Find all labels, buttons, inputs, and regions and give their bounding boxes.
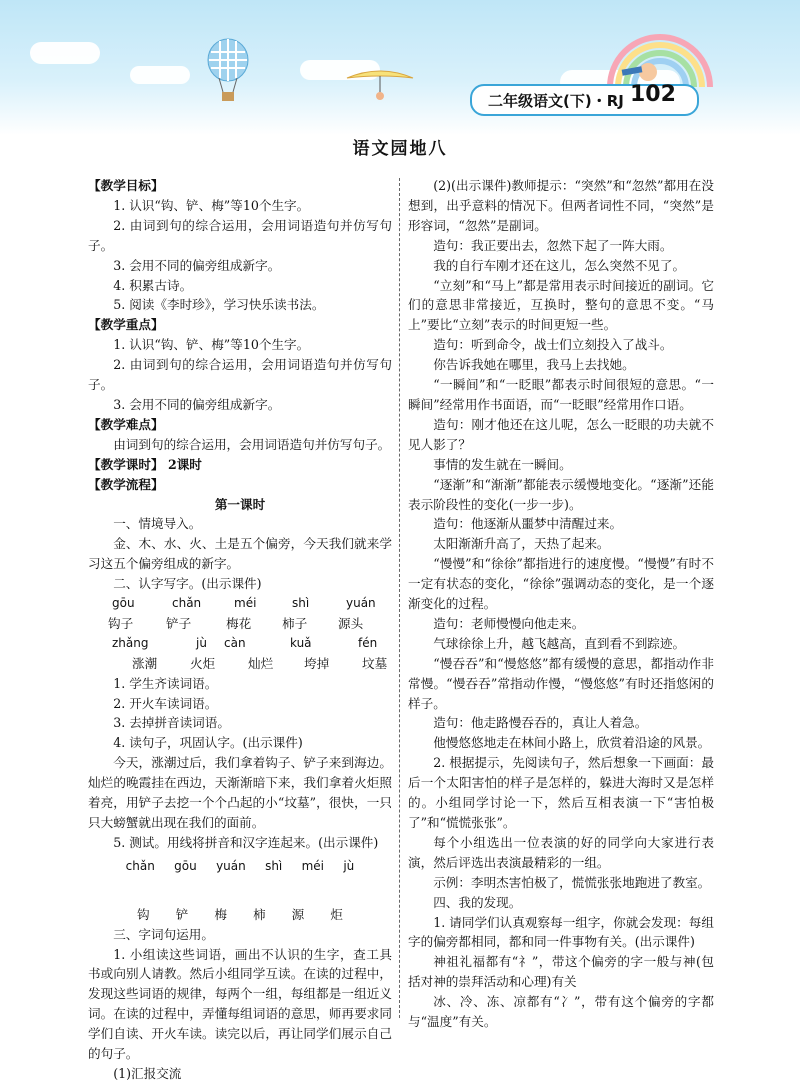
paragraph: “逐渐”和“渐渐”都能表示缓慢地变化。“逐渐”还能表示阶段性的变化(一步一步)。 bbox=[408, 476, 714, 512]
pinyin: méi bbox=[234, 596, 257, 611]
match-pinyin-row bbox=[88, 857, 392, 877]
section-title: 一、情境导入。 bbox=[113, 516, 202, 532]
goals-heading: 【教学目标】 bbox=[88, 178, 164, 193]
char: 源 bbox=[291, 906, 305, 922]
hot-air-balloon-icon bbox=[205, 38, 251, 104]
pinyin: chǎn bbox=[125, 858, 155, 873]
key-point-item: 1. 认识“钩、铲、梅”等10个生字。 bbox=[113, 337, 310, 353]
key-point-item: 3. 会用不同的偏旁组成新字。 bbox=[113, 396, 281, 412]
word: 涨潮 bbox=[132, 655, 158, 671]
word: 垮掉 bbox=[304, 655, 330, 671]
pinyin: yuán bbox=[216, 858, 246, 873]
pinyin: shì bbox=[265, 858, 283, 873]
example-sentence: 气球徐徐上升，越飞越高，直到看不到踪迹。 bbox=[433, 635, 686, 651]
step-item: 3. 去掉拼音读词语。 bbox=[113, 715, 230, 731]
char: 钩 bbox=[137, 906, 150, 922]
paragraph: 1. 请同学们认真观察每一组字，你就会发现：每组字的偏旁都相同，都和同一件事物有关。(出示课件) bbox=[408, 914, 714, 950]
example-sentence: 造句：他逐渐从噩梦中清醒过来。 bbox=[433, 516, 623, 532]
word: 铲子 bbox=[166, 615, 192, 631]
example-sentence: 事情的发生就在一瞬间。 bbox=[433, 456, 572, 472]
pinyin: méi bbox=[301, 858, 324, 873]
example-sentence: 你告诉我她在哪里，我马上去找她。 bbox=[433, 357, 635, 373]
goal-item: 5. 阅读《李时珍》，学习快乐读书法。 bbox=[113, 297, 325, 313]
lesson-title: 第一课时 bbox=[214, 496, 266, 512]
section-text: 金、木、水、火、土是五个偏旁，今天我们就来学习这五个偏旁组成的新字。 bbox=[88, 536, 392, 572]
grade-label: 二年级语文(下)・RJ bbox=[488, 91, 624, 110]
story-text: 今天，涨潮过后，我们拿着钩子、铲子来到海边。灿烂的晚霞挂在西边，天渐渐暗下来，我们拿着火炬照着亮，用铲子去挖一个个凸起的小“坟墓”，很快，一只只大螃蟹就出现在我们的面前。 bbox=[88, 755, 392, 830]
char: 梅 bbox=[214, 906, 227, 922]
key-point-item: 2. 由词到句的综合运用，会用词语造句并仿写句子。 bbox=[88, 357, 392, 393]
word: 柿子 bbox=[282, 615, 308, 631]
cloud-decoration bbox=[30, 42, 100, 64]
pinyin-row bbox=[88, 594, 392, 614]
goal-item: 1. 认识“钩、铲、梅”等10个生字。 bbox=[113, 197, 310, 213]
pinyin-row bbox=[88, 634, 392, 654]
paragraph: (2)(出示课件)教师提示：“突然”和“忽然”都用在没想到，出乎意料的情况下。但两者词性不同，“突然”是形容词，“忽然”是副词。 bbox=[408, 178, 714, 233]
flow-heading: 【教学流程】 bbox=[88, 476, 164, 492]
paragraph: 神祖礼福都有“礻”，带这个偏旁的字一般与神(包括对神的崇拜活动和心理)有关 bbox=[408, 954, 714, 990]
page-number: 102 bbox=[630, 82, 676, 107]
test-instruction: 5. 测试。用线将拼音和汉字连起来。(出示课件) bbox=[113, 834, 379, 850]
sub-heading: (1)汇报交流 bbox=[113, 1065, 182, 1081]
example-sentence: 示例：李明杰害怕极了，慌慌张张地跑进了教室。 bbox=[433, 874, 711, 890]
step-item: 4. 读句子，巩固认字。(出示课件) bbox=[113, 735, 303, 751]
word: 灿烂 bbox=[248, 655, 274, 671]
section-title: 四、我的发现。 bbox=[433, 894, 522, 910]
pinyin: gōu bbox=[174, 858, 197, 873]
example-sentence: 造句：老师慢慢向他走来。 bbox=[433, 615, 585, 631]
word: 梅花 bbox=[226, 615, 252, 631]
example-sentence: 太阳渐渐升高了，天热了起来。 bbox=[433, 536, 610, 552]
paragraph: 冰、冷、冻、凉都有“冫”，带有这个偏旁的字都与“温度”有关。 bbox=[408, 994, 714, 1030]
goal-item: 2. 由词到句的综合运用，会用词语造句并仿写句子。 bbox=[88, 217, 392, 253]
pinyin: gōu bbox=[112, 596, 135, 611]
word-row bbox=[88, 614, 392, 634]
paragraph: “慢吞吞”和“慢悠悠”都有缓慢的意思，都指动作非常慢。“慢吞吞”常指动作慢，“慢悠悠”有时还指悠闲的样子。 bbox=[408, 655, 714, 711]
pinyin: fén bbox=[358, 635, 378, 650]
step-item: 2. 开火车读词语。 bbox=[113, 695, 218, 711]
pinyin: shì bbox=[292, 596, 310, 611]
word: 火炬 bbox=[190, 655, 216, 671]
example-sentence: 我的自行车刚才还在这儿，怎么突然不见了。 bbox=[433, 257, 686, 273]
section-title: 二、认字写字。(出示课件) bbox=[113, 576, 262, 592]
char: 铲 bbox=[175, 906, 189, 922]
word-row bbox=[88, 654, 392, 674]
paragraph: “慢慢”和“徐徐”都指进行的速度慢。“慢慢”有时不一定有状态的变化，“徐徐”强调动态的变化，是一个逐渐变化的过程。 bbox=[408, 556, 714, 612]
pinyin: kuǎ bbox=[290, 635, 312, 650]
pinyin: càn bbox=[224, 635, 246, 650]
class-hours: 【教学课时】 2课时 bbox=[88, 456, 202, 472]
column-divider bbox=[399, 178, 400, 1018]
pinyin: zhǎng bbox=[112, 635, 149, 650]
paragraph: 每个小组选出一位表演的好的同学向大家进行表演，然后评选出表演最精彩的一组。 bbox=[408, 834, 714, 870]
char: 柿 bbox=[253, 906, 266, 922]
pinyin: jù bbox=[196, 635, 207, 650]
match-char-row bbox=[88, 905, 392, 925]
char: 炬 bbox=[330, 906, 343, 922]
example-sentence: 造句：刚才他还在这儿呢，怎么一眨眼的功夫就不见人影了？ bbox=[408, 416, 714, 452]
example-sentence: 他慢悠悠地走在林间小路上，欣赏着沿途的风景。 bbox=[433, 735, 711, 751]
section-title: 三、字词句运用。 bbox=[113, 926, 214, 942]
hang-glider-icon bbox=[345, 68, 415, 104]
difficulty-text: 由词到句的综合运用，会用词语造句并仿写句子。 bbox=[113, 436, 391, 452]
word: 源头 bbox=[338, 615, 364, 631]
example-sentence: 造句：我正要出去，忽然下起了一阵大雨。 bbox=[433, 237, 673, 253]
right-column bbox=[408, 176, 714, 1032]
word: 坟墓 bbox=[362, 655, 388, 671]
paragraph: “立刻”和“马上”都是常用表示时间接近的副词。它们的意思非常接近，互换时，整句的意思不变。“马上”要比“立刻”表示的时间更短一些。 bbox=[408, 277, 714, 333]
pinyin: chǎn bbox=[172, 596, 202, 611]
step-item: 1. 学生齐读词语。 bbox=[113, 675, 218, 691]
goal-item: 3. 会用不同的偏旁组成新字。 bbox=[113, 257, 281, 273]
goal-item: 4. 积累古诗。 bbox=[113, 277, 193, 293]
word: 钩子 bbox=[108, 615, 134, 631]
paragraph: “一瞬间”和“一眨眼”都表示时间很短的意思。“一瞬间”经常用作书面语，而“一眨眼”经常用作口语。 bbox=[408, 377, 714, 412]
example-sentence: 造句：听到命令，战士们立刻投入了战斗。 bbox=[433, 337, 673, 353]
page-title: 语文园地八 bbox=[352, 139, 448, 159]
section-text: 1. 小组读这些词语，画出不认识的生字，查工具书或向别人请教。然后小组同学互读。在读的过程中，发现这些词语的规律，每两个一组，每组都是一组近义词。在读的过程中，弄懂每组词语的意思，师再要求同学们自读、开火车读。读完以后，再让同学们展示自己的句子。 bbox=[88, 946, 392, 1062]
paragraph: 2. 根据提示，先阅读句子，然后想象一下画面：最后一个太阳害怕的样子是怎样的，躲进大海时又是怎样的。小组同学讨论一下，然后互相表演一下“害怕极了”和“慌慌张张”。 bbox=[408, 755, 714, 830]
cloud-decoration bbox=[130, 66, 190, 84]
difficulty-heading: 【教学难点】 bbox=[88, 416, 164, 432]
left-column bbox=[88, 176, 392, 1084]
key-points-heading: 【教学重点】 bbox=[88, 317, 164, 333]
example-sentence: 造句：他走路慢吞吞的，真让人着急。 bbox=[433, 715, 648, 731]
pinyin: jù bbox=[343, 858, 355, 873]
pinyin: yuán bbox=[346, 596, 376, 611]
